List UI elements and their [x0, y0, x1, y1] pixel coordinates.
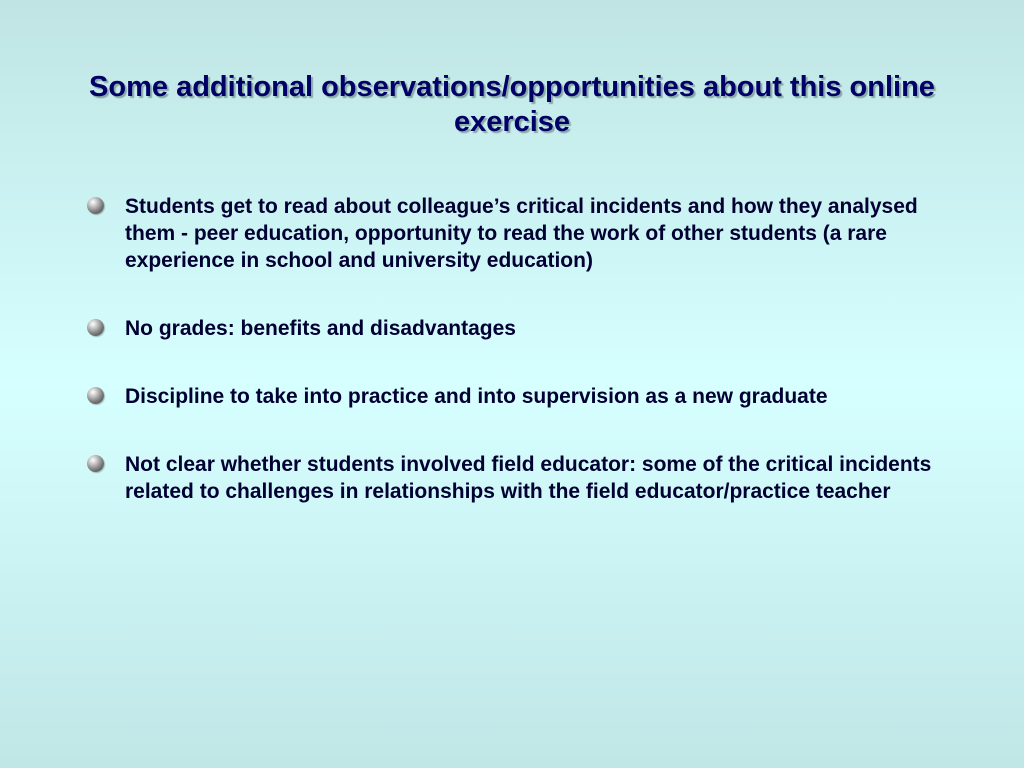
bullet-text: Discipline to take into practice and into supervision as a new graduate — [125, 385, 828, 408]
bullet-item — [87, 315, 947, 342]
bullet-item — [87, 383, 947, 410]
bullet-item — [87, 193, 947, 274]
bullet-text: No grades: benefits and disadvantages — [125, 317, 516, 340]
bullet-list — [87, 193, 947, 531]
sphere-bullet-icon — [87, 387, 104, 404]
bullet-text: Students get to read about colleague’s critical incidents and how they analysed them - peer education, opportunity to read the work of other students (a rare experience in school and university education) — [125, 195, 918, 272]
bullet-item — [87, 451, 947, 505]
slide-title: Some additional observations/opportunities about this online exercise — [89, 71, 935, 138]
bullet-text: Not clear whether students involved field educator: some of the critical incidents related to challenges in relationships with the field educator/practice teacher — [125, 453, 932, 503]
sphere-bullet-icon — [87, 455, 104, 472]
sphere-bullet-icon — [87, 319, 104, 336]
sphere-bullet-icon — [87, 197, 104, 214]
